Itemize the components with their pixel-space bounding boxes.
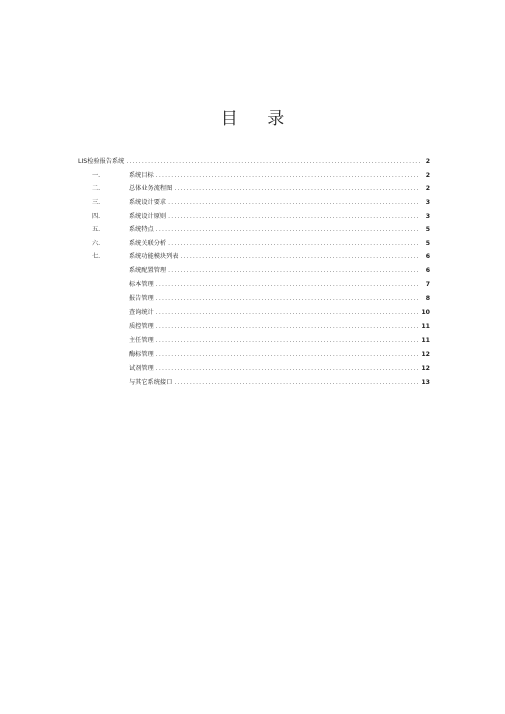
toc-entry-page-number: 6	[425, 253, 430, 260]
toc-dot-leader	[156, 335, 420, 347]
toc-dot-leader	[174, 183, 420, 195]
toc-entry-label: 试剂管理	[129, 365, 154, 372]
toc-entry-label: 系统特点	[129, 226, 154, 233]
toc-entry[interactable]	[129, 307, 430, 319]
toc-entry[interactable]	[78, 156, 430, 168]
toc-entry-page-number: 2	[425, 185, 430, 192]
toc-entry-page-number: 12	[421, 351, 430, 358]
toc-entry-page-number: 3	[425, 212, 430, 220]
toc-entry-page-number: 2	[425, 158, 430, 165]
toc-entry[interactable]	[129, 349, 430, 361]
toc-entry[interactable]	[129, 335, 430, 347]
toc-entry-label: 系统目标	[129, 171, 154, 179]
toc-dot-leader	[168, 238, 420, 250]
toc-dot-leader	[156, 279, 420, 291]
toc-entry-page-number: 10	[421, 309, 430, 316]
toc-entry-number: 六.	[92, 239, 101, 247]
toc-entry[interactable]	[129, 293, 430, 305]
toc-entry-label: 系统设计原则	[129, 212, 167, 220]
toc-entry-page-number: 7	[425, 281, 430, 288]
toc-dot-leader	[156, 293, 420, 305]
toc-entry-label: 系统设计要求	[129, 199, 167, 206]
toc-entry-page-number: 6	[425, 267, 430, 274]
toc-entry-number: 一.	[92, 171, 101, 179]
toc-dot-leader	[181, 251, 421, 263]
toc-entry-number: 五.	[92, 226, 101, 233]
toc-entry-page-number: 5	[425, 239, 430, 247]
toc-entry[interactable]	[92, 211, 430, 223]
toc-entry-label: 查询统计	[129, 309, 154, 316]
toc-entry-number: 七.	[92, 253, 101, 260]
toc-entry-label: 标本管理	[129, 281, 154, 288]
toc-dot-leader	[126, 156, 420, 168]
toc-entry-page-number: 3	[425, 199, 430, 206]
toc-entry[interactable]	[92, 183, 430, 195]
toc-entry-label: 主任管理	[129, 337, 154, 344]
toc-entry-page-number: 12	[421, 365, 430, 372]
toc-dot-leader	[156, 170, 420, 182]
toc-entry[interactable]	[129, 321, 430, 333]
toc-entry-label: 系统配置管理	[129, 267, 167, 274]
toc-dot-leader	[156, 349, 420, 361]
toc-entry-page-number: 11	[421, 337, 430, 344]
toc-entry-label: 系统关联分析	[129, 239, 167, 247]
toc-dot-leader	[156, 321, 420, 333]
toc-entry-page-number: 8	[425, 295, 430, 302]
toc-dot-leader	[174, 377, 420, 389]
toc-entry[interactable]	[129, 377, 430, 389]
toc-entry-label: 质控管理	[129, 323, 154, 330]
toc-entry[interactable]	[92, 251, 430, 263]
toc-entry-page-number: 5	[425, 226, 430, 233]
toc-entry-page-number: 2	[425, 171, 430, 179]
toc-entry[interactable]	[92, 170, 430, 182]
toc-dot-leader	[156, 224, 420, 236]
toc-dot-leader	[156, 307, 420, 319]
toc-entry-label: 与其它系统接口	[129, 379, 173, 386]
toc-entry-number: 四.	[92, 212, 101, 220]
toc-dot-leader	[168, 197, 420, 209]
toc-entry-label: 报告管理	[129, 295, 154, 302]
toc-dot-leader	[156, 363, 420, 375]
toc-entry-number: 三.	[92, 199, 101, 206]
toc-entry[interactable]	[92, 197, 430, 209]
toc-entry-page-number: 11	[421, 323, 430, 330]
toc-entry-label: 酶标管理	[129, 351, 154, 358]
toc-entry-label: LIS检验报告系统	[78, 158, 125, 165]
toc-entry[interactable]	[92, 238, 430, 250]
toc-entry-label: 系统功能模块列表	[129, 253, 179, 260]
toc-entry[interactable]	[129, 265, 430, 277]
toc-entry[interactable]	[129, 279, 430, 291]
toc-dot-leader	[168, 265, 420, 277]
toc-entry-number: 二.	[92, 185, 101, 192]
toc-entry-label: 总体业务流程图	[129, 185, 173, 192]
toc-entry[interactable]	[92, 224, 430, 236]
toc-entry-page-number: 13	[421, 379, 430, 386]
toc-entry[interactable]	[129, 363, 430, 375]
toc-dot-leader	[168, 211, 420, 223]
toc-title: 目 录	[220, 109, 297, 129]
